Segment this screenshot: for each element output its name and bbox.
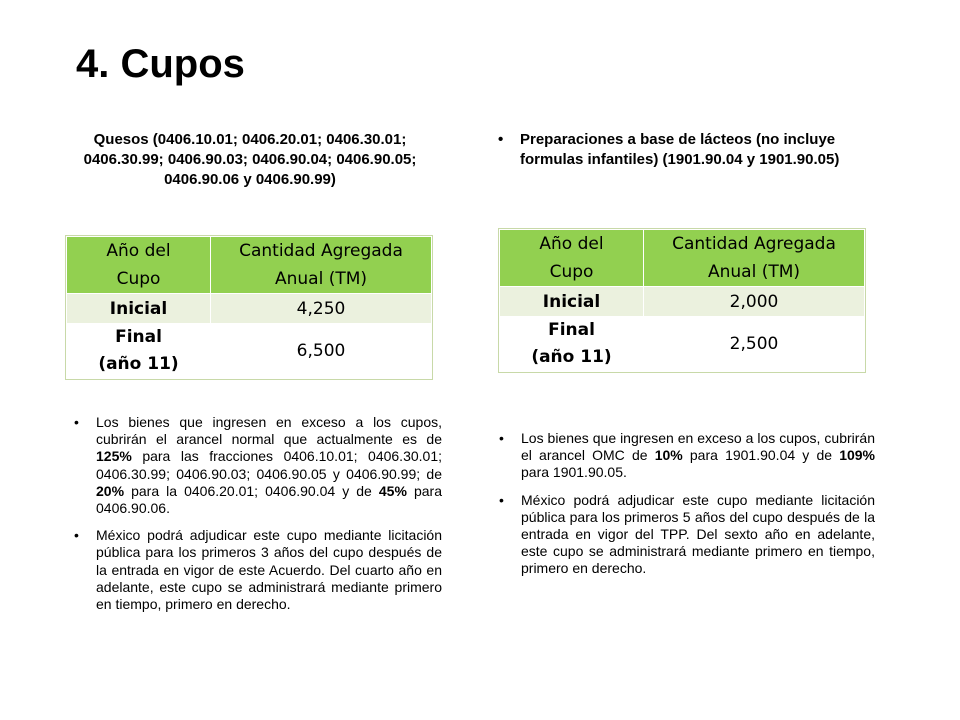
year-header bbox=[500, 230, 644, 287]
rate-10: 10% bbox=[654, 447, 683, 464]
note-text: México podrá adjudicar este cupo mediante licitación pública para los primeros 3 años del cupo después de la entrada en vigor de este Acuerdo. Del cuarto año en adelante, este cupo se administrará mediante primero en tiempo, primero en derecho. bbox=[96, 527, 442, 613]
final-label-line1: Final bbox=[115, 327, 162, 347]
bullet-icon: • bbox=[74, 414, 79, 430]
rate-109: 109% bbox=[839, 447, 876, 464]
note-text: para 1901.90.04 y de bbox=[682, 447, 840, 464]
rate-20: 20% bbox=[96, 482, 125, 499]
note-text: para la 0406.20.01; 0406.90.04 y de bbox=[124, 482, 379, 499]
initial-label: Inicial bbox=[67, 294, 211, 324]
table-header-row bbox=[67, 237, 432, 294]
table-row bbox=[67, 324, 432, 379]
note-text: Los bienes que ingresen en exceso a los cupos, cubrirán el arancel OMC de bbox=[521, 430, 875, 464]
initial-label: Inicial bbox=[500, 287, 644, 317]
final-value: 2,500 bbox=[644, 317, 865, 372]
note-text: Los bienes que ingresen en exceso a los cupos, cubrirán el arancel normal que actualmente es de bbox=[96, 414, 442, 448]
year-header-line2: Cupo bbox=[549, 262, 594, 282]
cheese-notes-list bbox=[72, 414, 442, 623]
dairy-preparations-heading bbox=[498, 130, 898, 170]
dairy-heading-text: Preparaciones a base de lácteos (no incluye formulas infantiles) (1901.90.04 y 1901.90.05) bbox=[520, 131, 840, 168]
slide-title: 4. Cupos bbox=[76, 42, 245, 86]
dairy-quota-table bbox=[499, 229, 865, 372]
table-row bbox=[500, 317, 865, 372]
final-label-line2: (año 11) bbox=[98, 354, 179, 374]
rate-45: 45% bbox=[378, 482, 407, 499]
final-value: 6,500 bbox=[211, 324, 432, 379]
quantity-header-line1: Cantidad Agregada bbox=[239, 241, 403, 261]
list-item bbox=[72, 414, 442, 517]
final-label bbox=[500, 317, 644, 372]
year-header-line2: Cupo bbox=[116, 269, 161, 289]
quantity-header-line2: Anual (TM) bbox=[707, 262, 801, 282]
note-text: para 1901.90.05. bbox=[521, 464, 627, 481]
list-item bbox=[497, 492, 875, 578]
year-header-line1: Año del bbox=[539, 234, 604, 254]
list-item bbox=[497, 430, 875, 482]
note-text: México podrá adjudicar este cupo mediante licitación pública para los primeros 5 años del cupo después de la entrada en vigor del TPP. Del sexto año en adelante, este cupo se administrará mediante primero en tiempo, primero en derecho. bbox=[521, 491, 875, 577]
final-label-line2: (año 11) bbox=[531, 347, 612, 367]
final-label-line1: Final bbox=[548, 320, 595, 340]
note-text: para las fracciones 0406.10.01; 0406.30.01; 0406.30.99; 0406.90.03; 0406.90.05 y 0406.90.99; de bbox=[96, 448, 442, 482]
quantity-header-line2: Anual (TM) bbox=[274, 269, 368, 289]
dairy-notes-list bbox=[497, 430, 875, 588]
bullet-icon: • bbox=[498, 131, 504, 148]
quantity-header bbox=[211, 237, 432, 294]
year-header bbox=[67, 237, 211, 294]
rate-125: 125% bbox=[96, 448, 132, 465]
list-item bbox=[72, 527, 442, 613]
cheese-quota-table bbox=[66, 236, 432, 379]
bullet-icon: • bbox=[74, 527, 79, 544]
initial-value: 4,250 bbox=[211, 294, 432, 324]
quantity-header bbox=[644, 230, 865, 287]
final-label bbox=[67, 324, 211, 379]
quantity-header-line1: Cantidad Agregada bbox=[672, 234, 836, 254]
note-text: para 0406.90.06. bbox=[96, 482, 442, 517]
table-row bbox=[67, 294, 432, 324]
table-row bbox=[500, 287, 865, 317]
table-header-row bbox=[500, 230, 865, 287]
year-header-line1: Año del bbox=[106, 241, 171, 261]
cheese-heading: Quesos (0406.10.01; 0406.20.01; 0406.30.01; 0406.30.99; 0406.90.03; 0406.90.04; 0406.90.05; 0406.90.06 y 0406.90.99) bbox=[83, 131, 417, 188]
bullet-icon: • bbox=[499, 430, 504, 446]
bullet-icon: • bbox=[499, 491, 504, 508]
initial-value: 2,000 bbox=[644, 287, 865, 317]
